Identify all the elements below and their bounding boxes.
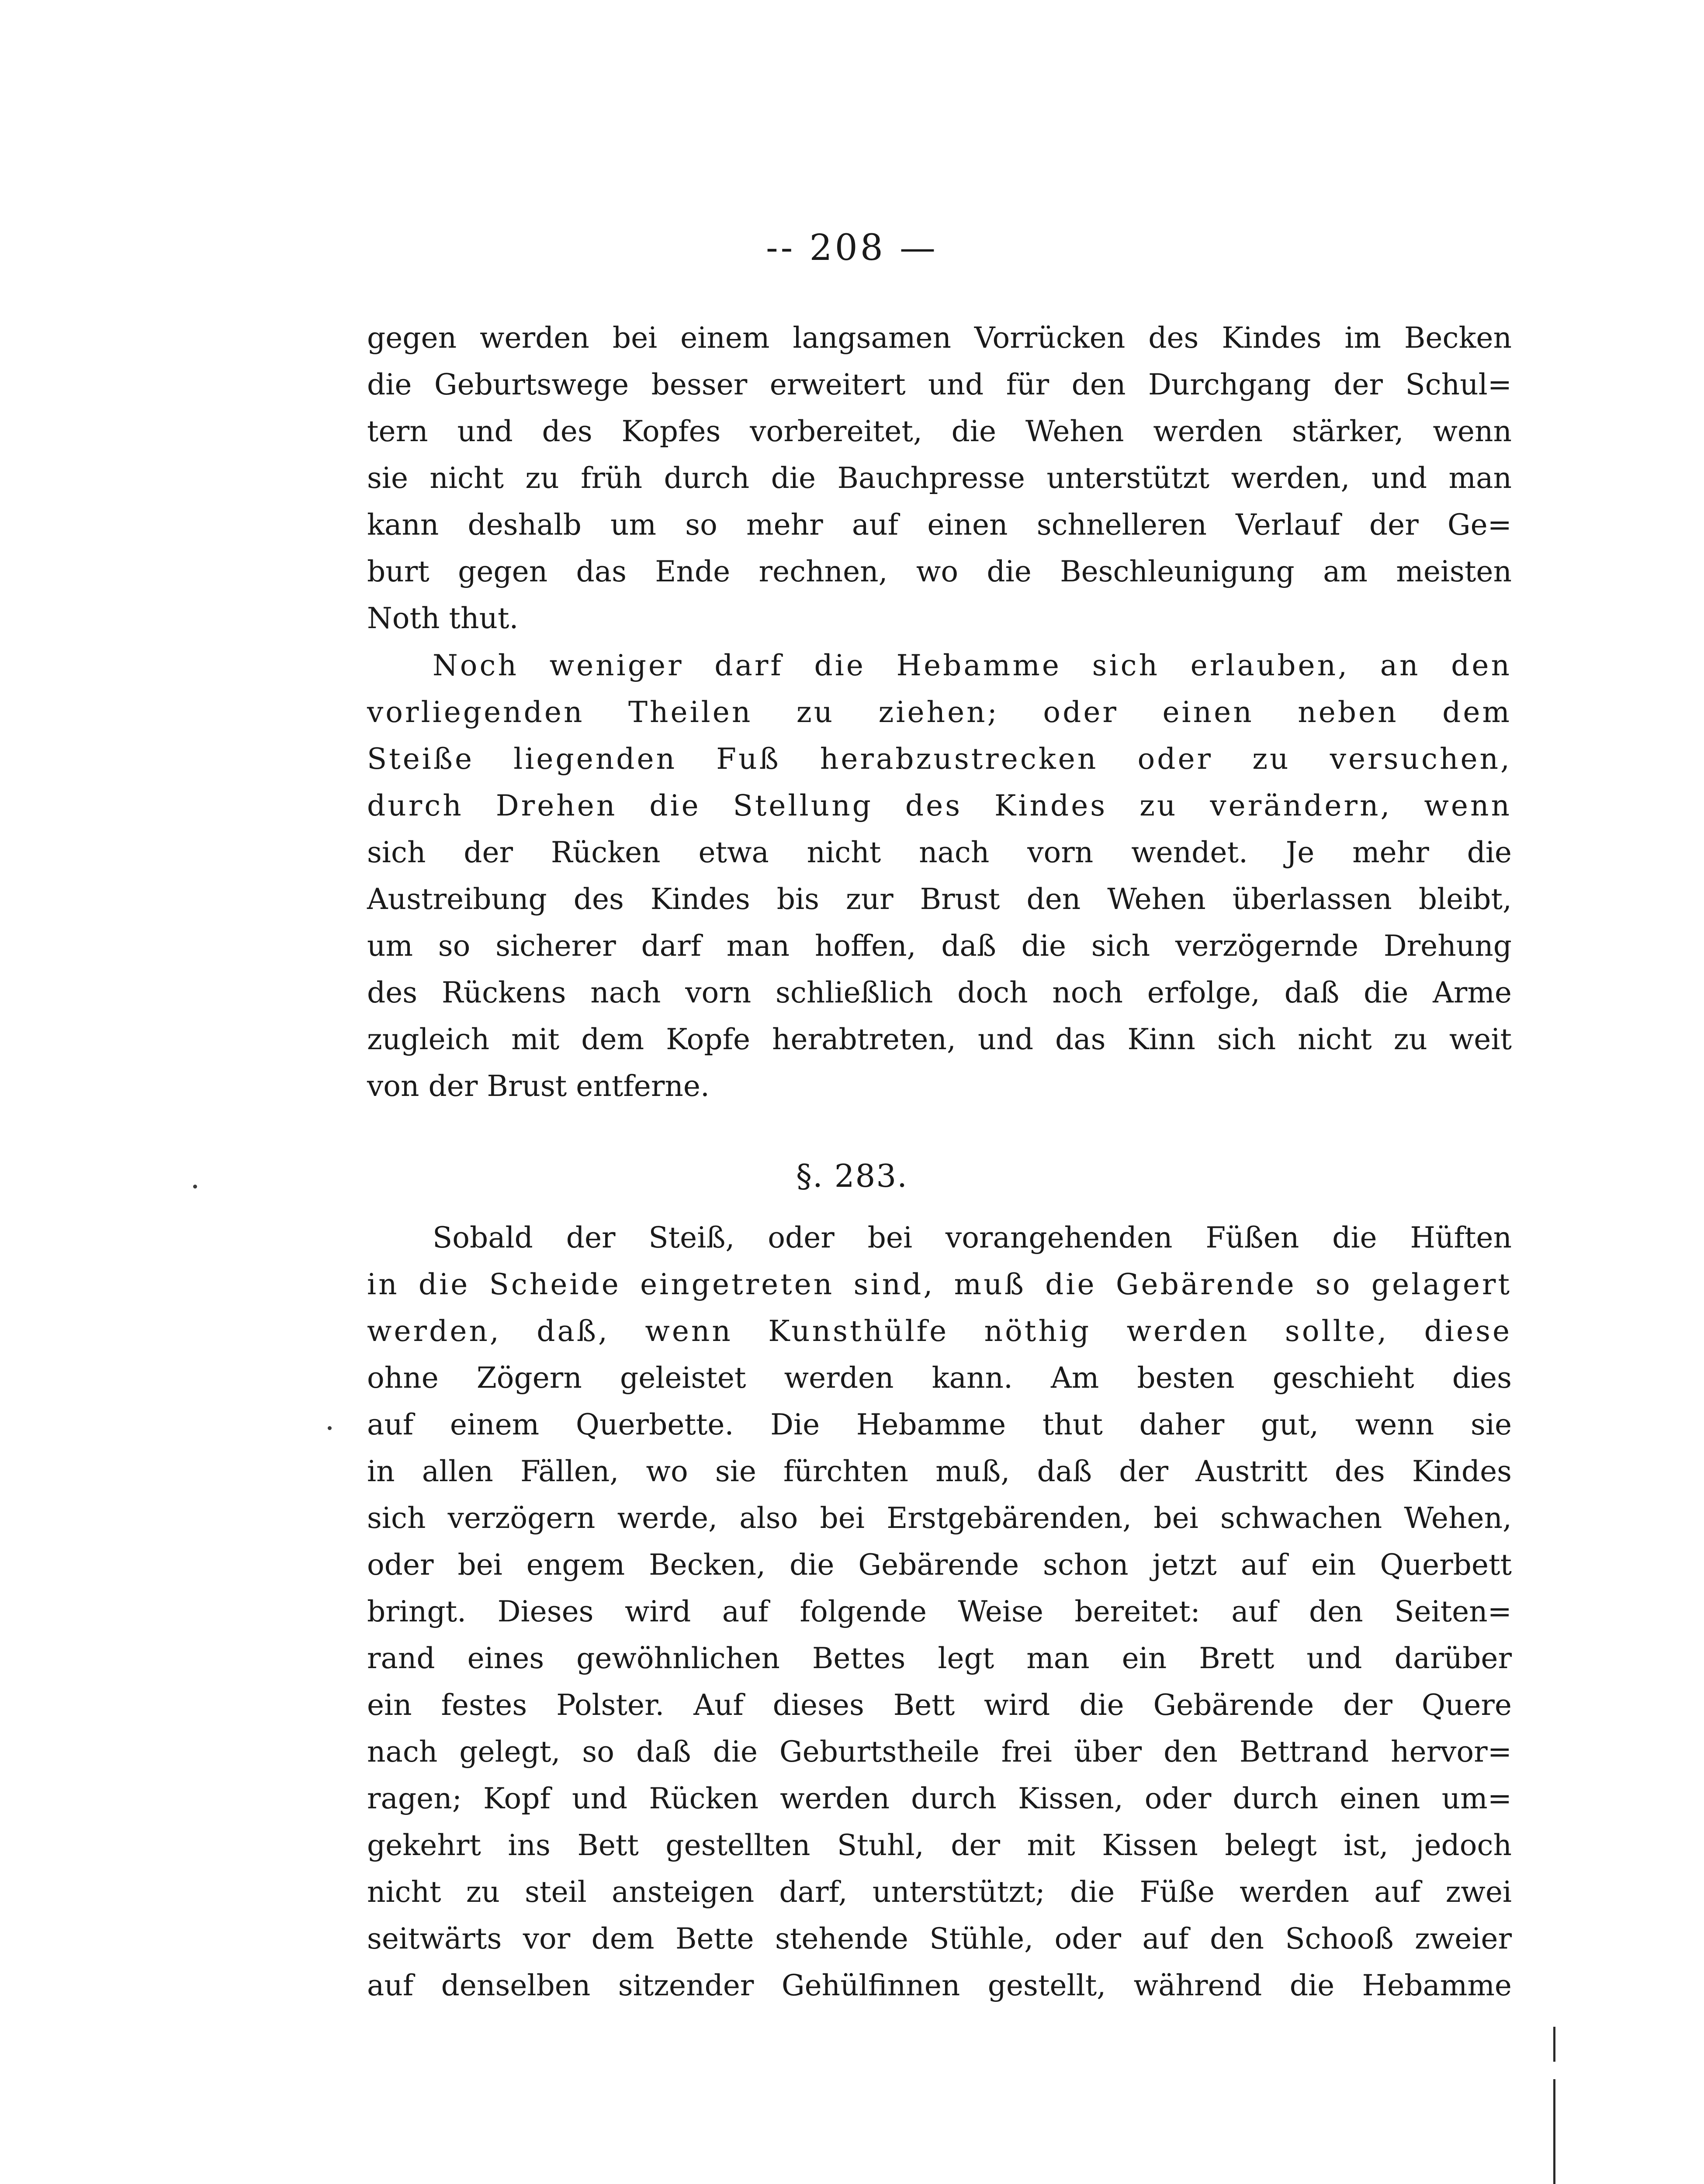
text-line: ragen; Kopf und Rücken werden durch Kissen, oder durch einen um= [367,1782,1512,1815]
text-line: gegen werden bei einem langsamen Vorrücken des Kindes im Becken [367,321,1512,355]
text-line: Noch weniger darf die Hebamme sich erlauben, an den [433,649,1512,682]
paragraph-2 [367,642,1512,1109]
text-line: nicht zu steil ansteigen darf, unterstützt; die Füße werden auf zwei [367,1875,1512,1909]
text-line: Noth thut. [367,601,519,635]
text-line: auf denselben sitzender Gehülfinnen gestellt, während die Hebamme [367,1969,1512,2002]
paragraph-1 [367,314,1512,642]
paragraph-3 [367,1214,1512,2009]
text-line: burt gegen das Ende rechnen, wo die Beschleunigung am meisten [367,555,1512,588]
text-line: sie nicht zu früh durch die Bauchpresse unterstützt werden, und man [367,461,1512,495]
text-line: gekehrt ins Bett gestellten Stuhl, der mit Kissen belegt ist, jedoch [367,1828,1512,1862]
scan-speck [328,1426,332,1430]
text-line: Sobald der Steiß, oder bei vorangehenden Füßen die Hüften [433,1221,1512,1254]
text-line: in allen Fällen, wo sie fürchten muß, daß der Austritt des Kindes [367,1455,1512,1488]
text-line: des Rückens nach vorn schließlich doch noch erfolge, daß die Arme [367,976,1512,1009]
text-line: zugleich mit dem Kopfe herabtreten, und das Kinn sich nicht zu weit [367,1023,1512,1056]
scan-speck [193,1185,197,1189]
text-line: von der Brust entferne. [367,1069,710,1103]
text-line: in die Scheide eingetreten sind, muß die Gebärende so gelagert [367,1268,1512,1301]
text-line: ein festes Polster. Auf dieses Bett wird die Gebärende der Quere [367,1688,1512,1722]
text-line: sich verzögern werde, also bei Erstgebärenden, bei schwachen Wehen, [367,1501,1512,1535]
text-line: werden, daß, wenn Kunsthülfe nöthig werden sollte, diese [367,1314,1512,1348]
margin-mark [1553,2079,1555,2184]
text-line: kann deshalb um so mehr auf einen schnelleren Verlauf der Ge= [367,508,1512,542]
text-line: rand eines gewöhnlichen Bettes legt man ein Brett und darüber [367,1641,1512,1675]
text-line: ohne Zögern geleistet werden kann. Am besten geschieht dies [367,1361,1512,1395]
text-line: nach gelegt, so daß die Geburtstheile frei über den Bettrand hervor= [367,1735,1512,1769]
text-line: um so sicherer darf man hoffen, daß die sich verzögernde Drehung [367,929,1512,963]
text-line: vorliegenden Theilen zu ziehen; oder einen neben dem [367,695,1512,729]
text-line: Steiße liegenden Fuß herabzustrecken oder zu versuchen, [367,742,1512,776]
text-line: oder bei engem Becken, die Gebärende schon jetzt auf ein Querbett [367,1548,1512,1582]
text-line: bringt. Dieses wird auf folgende Weise bereitet: auf den Seiten= [367,1595,1512,1628]
text-line: tern und des Kopfes vorbereitet, die Wehen werden stärker, wenn [367,415,1512,448]
text-line: auf einem Querbette. Die Hebamme thut daher gut, wenn sie [367,1408,1512,1441]
text-line: durch Drehen die Stellung des Kindes zu verändern, wenn [367,789,1512,822]
page-number-header: -- 208 — [765,227,939,269]
text-line: Austreibung des Kindes bis zur Brust den Wehen überlassen bleibt, [367,882,1512,916]
margin-mark [1553,2027,1555,2062]
text-line: die Geburtswege besser erweitert und für den Durchgang der Schul= [367,368,1512,401]
text-line: seitwärts vor dem Bette stehende Stühle, oder auf den Schooß zweier [367,1922,1512,1956]
text-line: sich der Rücken etwa nicht nach vorn wendet. Je mehr die [367,836,1512,869]
section-heading: §. 283. [796,1158,908,1194]
